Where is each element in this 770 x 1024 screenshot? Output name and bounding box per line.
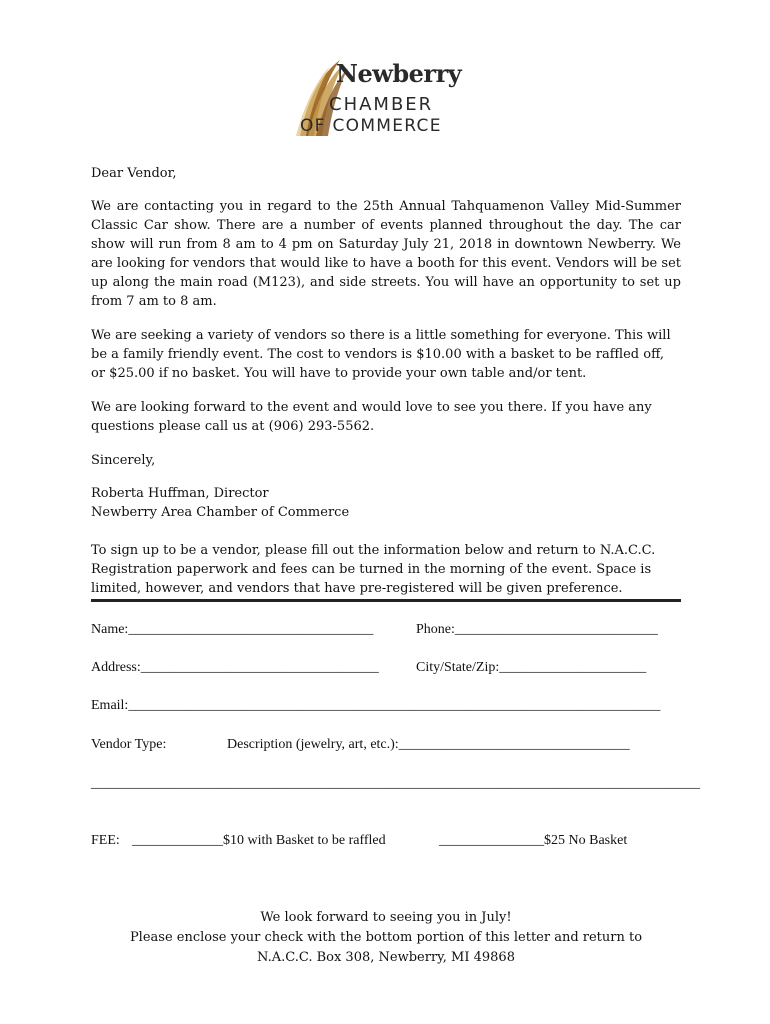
closing: Sincerely, xyxy=(91,453,156,468)
logo-chamber-text: CHAMBER xyxy=(329,94,434,115)
greeting: Dear Vendor, xyxy=(91,166,177,181)
description-field[interactable]: Description (jewelry, art, etc.):_________________________________ xyxy=(227,737,630,752)
logo-commerce-text: OF COMMERCE xyxy=(300,116,442,136)
address-field[interactable]: Address:__________________________________ xyxy=(91,660,379,675)
signer-organization: Newberry Area Chamber of Commerce xyxy=(91,505,350,520)
footer-line-2: Please enclose your check with the bottom portion of this letter and return to xyxy=(129,930,643,945)
logo-newberry-text: Newberry xyxy=(336,59,462,88)
fee-label: FEE: xyxy=(91,833,120,848)
fee-option-basket[interactable]: _____________$10 with Basket to be raffled xyxy=(132,833,386,848)
signup-instructions: To sign up to be a vendor, please fill out the information below and return to N.A.C.C. Registration paperwork and fees can be turned in the morning of the event. Space is limited, however, and vendors that have pre-registered will be given preference. xyxy=(91,543,656,596)
paragraph-vendors: We are seeking a variety of vendors so there is a little something for everyone. This will be a family friendly event. The cost to vendors is $10.00 with a basket to be raffled off, or $25.00 if no basket. You will have to provide your own table and/or tent. xyxy=(91,328,671,381)
name-field[interactable]: Name:___________________________________ xyxy=(91,622,374,637)
paragraph-contact: We are looking forward to the event and would love to see you there. If you have any questions please call us at (906) 293-5562. xyxy=(91,400,652,434)
paragraph-intro: We are contacting you in regard to the 25th Annual Tahquamenon Valley Mid-Summer Classic Car show. There are a number of events planned throughout the day. The car show will run from 8 am to 4 pm on Saturday July 21, 2018 in downtown Newberry. We are looking for vendors that would like to have a booth for this event. Vendors will be set up along the main road (M123), and side streets. You will have an opportunity to set up from 7 am to 8 am. xyxy=(91,199,681,309)
section-divider xyxy=(91,599,681,602)
phone-field[interactable]: Phone:_____________________________ xyxy=(416,622,658,637)
footer-address: N.A.C.C. Box 308, Newberry, MI 49868 xyxy=(257,950,515,965)
description-extra-line[interactable]: _______________________________________________________________________________________ xyxy=(91,776,700,791)
fee-option-no-basket[interactable]: _______________$25 No Basket xyxy=(439,833,628,848)
email-field[interactable]: Email:____________________________________________________________________________ xyxy=(91,698,661,713)
footer-line-1: We look forward to seeing you in July! xyxy=(260,910,512,925)
signer-name: Roberta Huffman, Director xyxy=(91,486,269,501)
vendor-type-label: Vendor Type: xyxy=(91,737,167,752)
chamber-logo xyxy=(296,56,486,140)
city-state-zip-field[interactable]: City/State/Zip:_____________________ xyxy=(416,660,647,675)
